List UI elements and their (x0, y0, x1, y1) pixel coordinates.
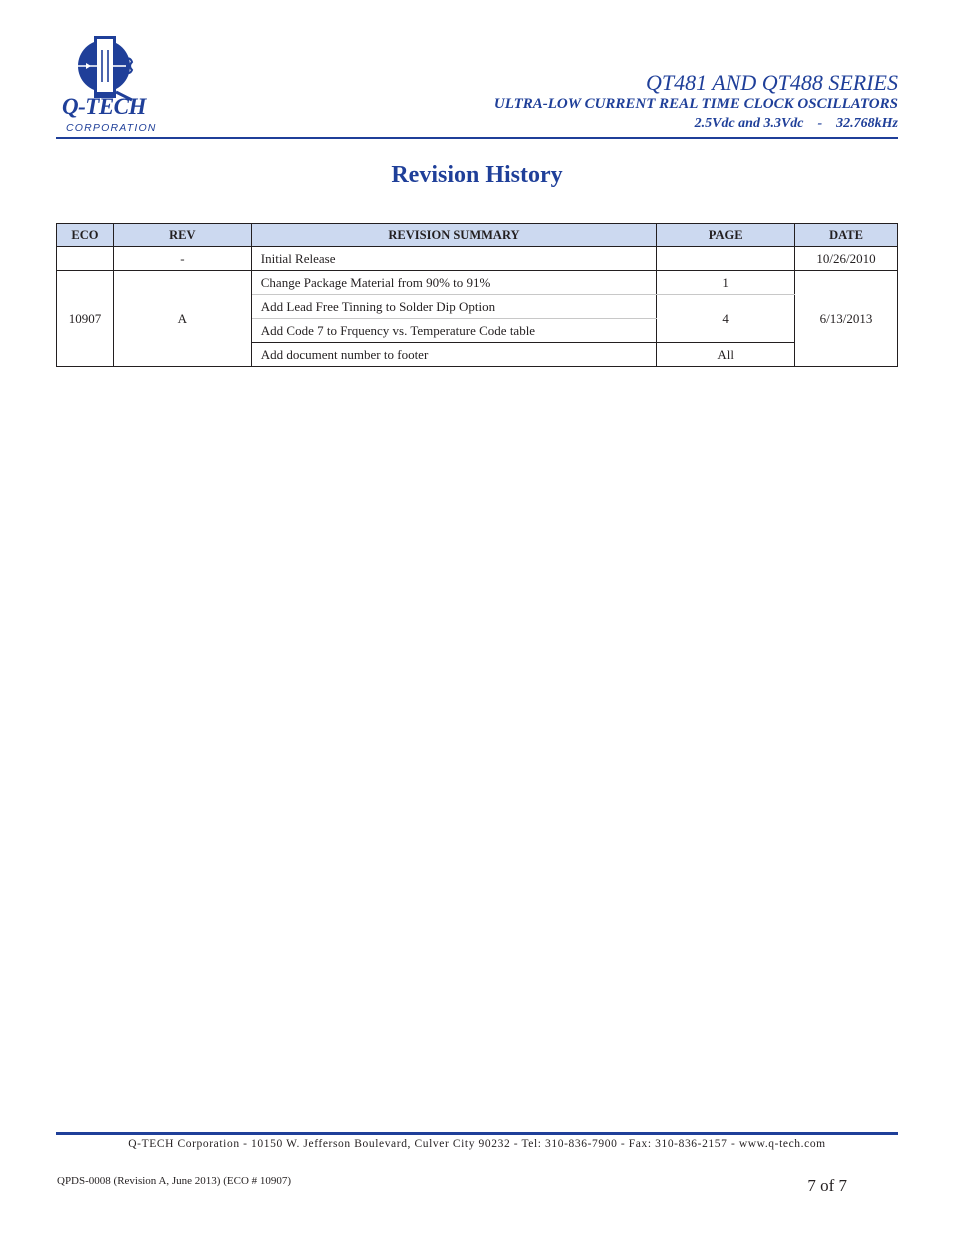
series-spec: 2.5Vdc and 3.3Vdc - 32.768kHz (694, 116, 898, 131)
footer-rule (56, 1132, 898, 1135)
date-cell: 10/26/2010 (795, 247, 898, 271)
column-header-page: PAGE (657, 224, 795, 247)
column-header-eco: ECO (57, 224, 114, 247)
company-logo-subtitle: CORPORATION (66, 122, 157, 134)
revision-history-table (56, 223, 898, 367)
footer-document-number: QPDS-0008 (Revision A, June 2013) (ECO # 10907) (57, 1175, 292, 1187)
page-cell (657, 247, 795, 271)
table-row (57, 247, 898, 271)
page-title: Revision History (391, 162, 563, 188)
q-tech-crystal-logo-icon (58, 36, 168, 136)
summary-cell: Add Code 7 to Frquency vs. Temperature Code table (251, 319, 656, 343)
column-header-rev: REV (113, 224, 251, 247)
date-cell: 6/13/2013 (795, 271, 898, 367)
series-subtitle: ULTRA-LOW CURRENT REAL TIME CLOCK OSCILLATORS (493, 96, 898, 112)
summary-cell: Change Package Material from 90% to 91% (251, 271, 656, 295)
column-header-summary: REVISION SUMMARY (251, 224, 656, 247)
company-logo-text: Q-TECH (62, 94, 146, 119)
page-cell: All (657, 343, 795, 367)
rev-cell: - (113, 247, 251, 271)
page-cell: 4 (657, 295, 795, 343)
table-row (57, 271, 898, 295)
eco-cell: 10907 (57, 271, 114, 367)
header-rule (56, 137, 898, 139)
footer-address: Q-TECH Corporation - 10150 W. Jefferson Boulevard, Culver City 90232 - Tel: 310-836-7900 - Fax: 310-836-2157 - www.q-tech.com (128, 1138, 826, 1150)
page-cell: 1 (657, 271, 795, 295)
summary-cell: Add document number to footer (251, 343, 656, 367)
summary-cell: Initial Release (251, 247, 656, 271)
column-header-date: DATE (795, 224, 898, 247)
summary-cell: Add Lead Free Tinning to Solder Dip Option (251, 295, 656, 319)
page-number: 7 of 7 (807, 1176, 847, 1195)
series-title: QT481 AND QT488 SERIES (646, 70, 898, 95)
eco-cell (57, 247, 114, 271)
rev-cell: A (113, 271, 251, 367)
table-header-row (57, 224, 898, 247)
